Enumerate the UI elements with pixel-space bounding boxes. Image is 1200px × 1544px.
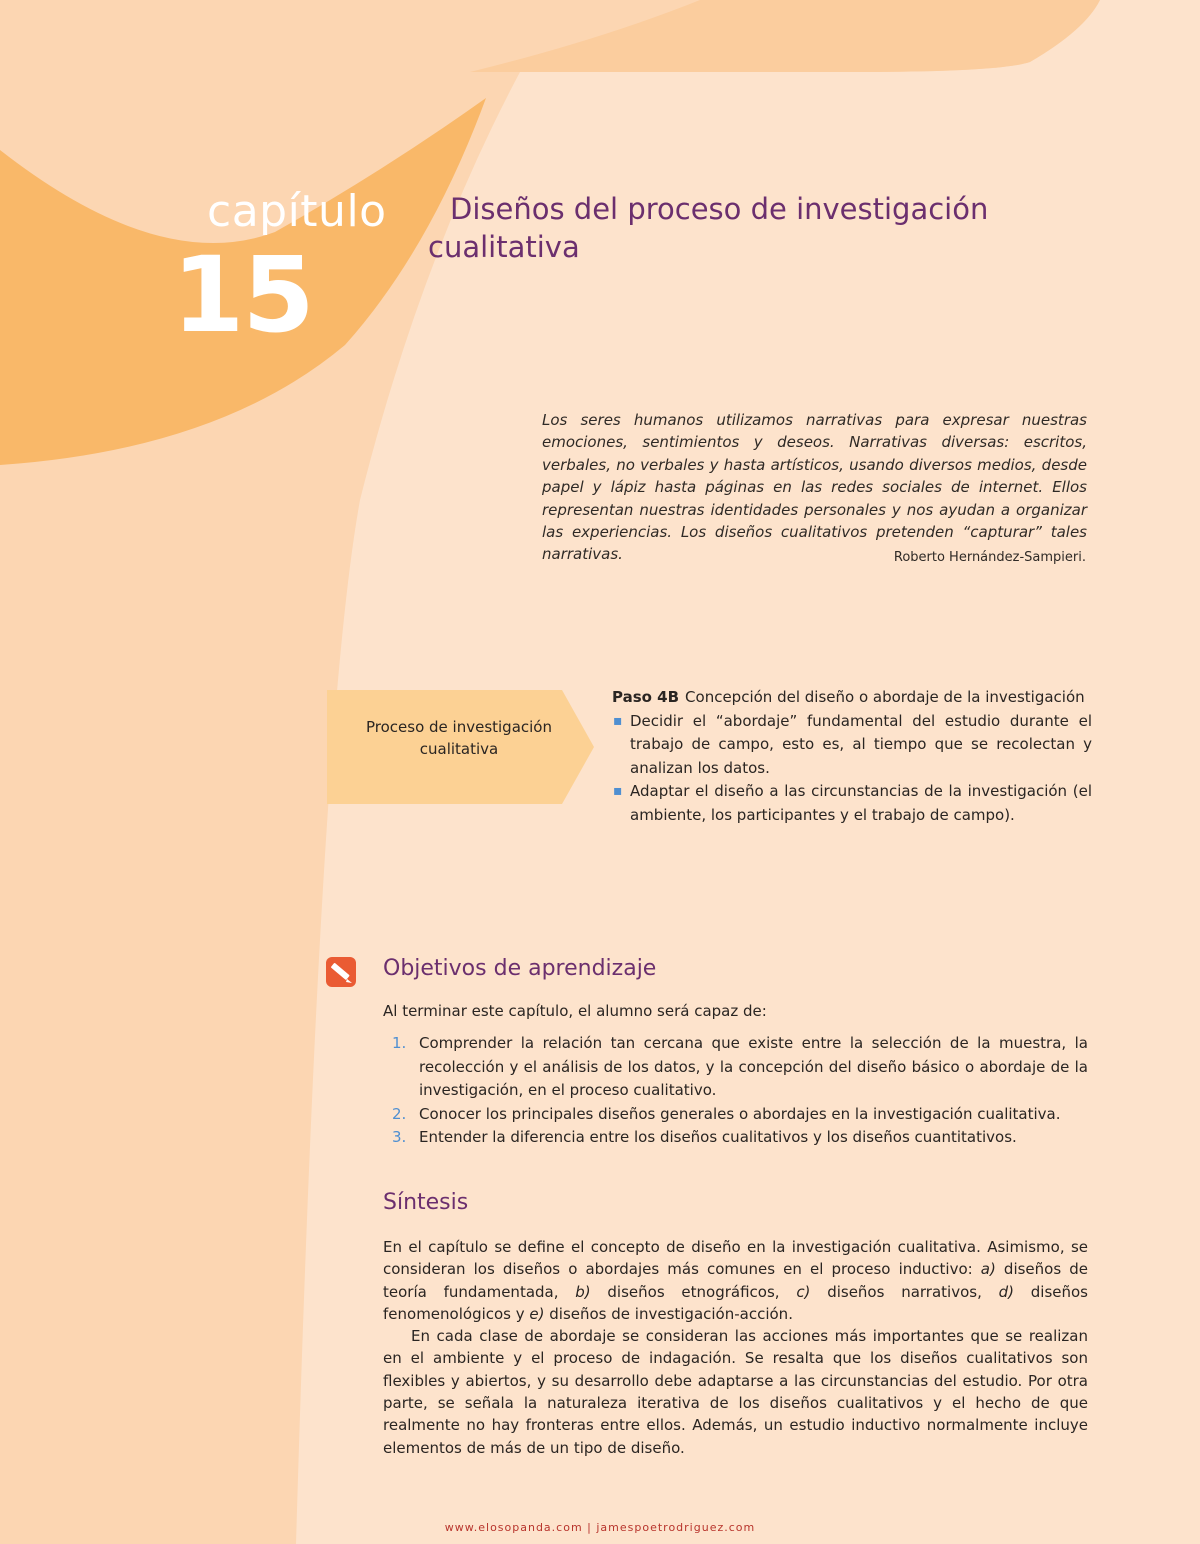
synthesis-paragraph-1 [383, 1236, 1088, 1325]
objectives-list [392, 1032, 1088, 1150]
process-box-line-1: Proceso de investigación [365, 718, 552, 736]
paso-heading-text: Concepción del diseño o abordaje de la investigación [685, 688, 1085, 706]
objectives-intro: Al terminar este capítulo, el alumno será capaz de: [383, 1002, 767, 1020]
pencil-icon [325, 956, 357, 988]
chapter-title-line-2: cualitativa [428, 230, 580, 264]
objective-number: 3. [392, 1128, 407, 1146]
synthesis-paragraph-2: En cada clase de abordaje se consideran las acciones más importantes que se realizan en el ambiente y el proceso de indagación. Se resalta que los diseños cualitativos son flexibles y abiertos, y su desarrollo debe adaptarse a las circunstancias del estudio. Por otra parte, se señala la naturaleza iterativa de los diseños cualitativos y el hecho de que realmente no hay fronteras entre ellos. Además, un estudio inductivo normalmente incluye elementos de más de un tipo de diseño. [383, 1327, 1088, 1457]
objective-number: 2. [392, 1104, 407, 1123]
synthesis-heading: Síntesis [383, 1190, 469, 1215]
objectives-heading: Objetivos de aprendizaje [383, 956, 657, 981]
synthesis-text: diseños narrativos, [810, 1282, 999, 1301]
paso-section [612, 686, 1092, 827]
objective-item [392, 1032, 1088, 1103]
chapter-number: 15 [172, 234, 313, 356]
objective-number: 1. [392, 1034, 407, 1052]
synthesis-text: diseños de investigación-acción. [544, 1304, 793, 1323]
objective-text: Conocer los principales diseños generales o abordajes en la investigación cualitativa. [419, 1104, 1061, 1123]
paso-bullet-list [612, 710, 1092, 828]
objective-text: Entender la diferencia entre los diseños cualitativos y los diseños cuantitativos. [419, 1128, 1017, 1146]
bullet-square-icon: ▪ [613, 712, 623, 729]
paso-bullet-item [612, 710, 1092, 781]
paso-label: Paso 4B [612, 688, 680, 706]
synthesis-text: diseños de teoría fundamentada, [383, 1260, 1088, 1301]
paso-bullet-text: Decidir el “abordaje” fundamental del estudio durante el trabajo de campo, esto es, al tiempo que se recolectan y analizan los datos. [630, 711, 1092, 777]
chapter-title [428, 190, 1108, 266]
objective-item [392, 1103, 1088, 1127]
bullet-square-icon: ▪ [613, 783, 623, 799]
objective-text: Comprender la relación tan cercana que existe entre la selección de la muestra, la recolección y el análisis de los datos, y la concepción del diseño básico o abordaje de la investigación, en el proceso cualitativo. [419, 1034, 1088, 1099]
objective-item [392, 1126, 1088, 1150]
epigraph-text: Los seres humanos utilizamos narrativas para expresar nuestras emociones, sentimientos y deseos. Narrativas diversas: escritos, verbales, no verbales y hasta artísticos, usando diversos medios, desde papel y lápiz hasta páginas en las redes sociales de internet. Ellos representan nuestras identidades personales y nos ayudan a organizar las experiencias. Los diseños cualitativos pretenden “capturar” tales narrativas. [542, 411, 1087, 564]
footer-url: www.elosopanda.com | jamespoetrodriguez.com [444, 1521, 756, 1534]
paso-heading [612, 686, 1092, 710]
process-box-line-2: cualitativa [419, 740, 499, 758]
process-box-label [348, 716, 570, 760]
synthesis-enum-d: d) [998, 1282, 1014, 1301]
chapter-title-line-1: Diseños del proceso de investigación [450, 192, 989, 226]
synthesis-text: diseños fenomenológicos y [383, 1282, 1089, 1323]
synthesis-enum-a: a) [980, 1260, 996, 1279]
synthesis-text: diseños etnográficos, [590, 1282, 797, 1301]
synthesis-body [383, 1236, 1088, 1459]
synthesis-text: En el capítulo se define el concepto de diseño en la investigación cualitativa. Asimismo, se consideran los diseños o abordajes más comunes en el proceso inductivo: [383, 1238, 1088, 1279]
synthesis-enum-b: b) [575, 1282, 591, 1301]
paso-bullet-text: Adaptar el diseño a las circunstancias de la investigación (el ambiente, los participantes y el trabajo de campo). [630, 782, 1092, 824]
chapter-label: capítulo [207, 186, 387, 237]
synthesis-enum-c: c) [796, 1282, 811, 1301]
paso-bullet-item [612, 780, 1092, 827]
epigraph-author: Roberto Hernández-Sampieri. [893, 550, 1086, 565]
synthesis-enum-e: e) [529, 1304, 545, 1323]
